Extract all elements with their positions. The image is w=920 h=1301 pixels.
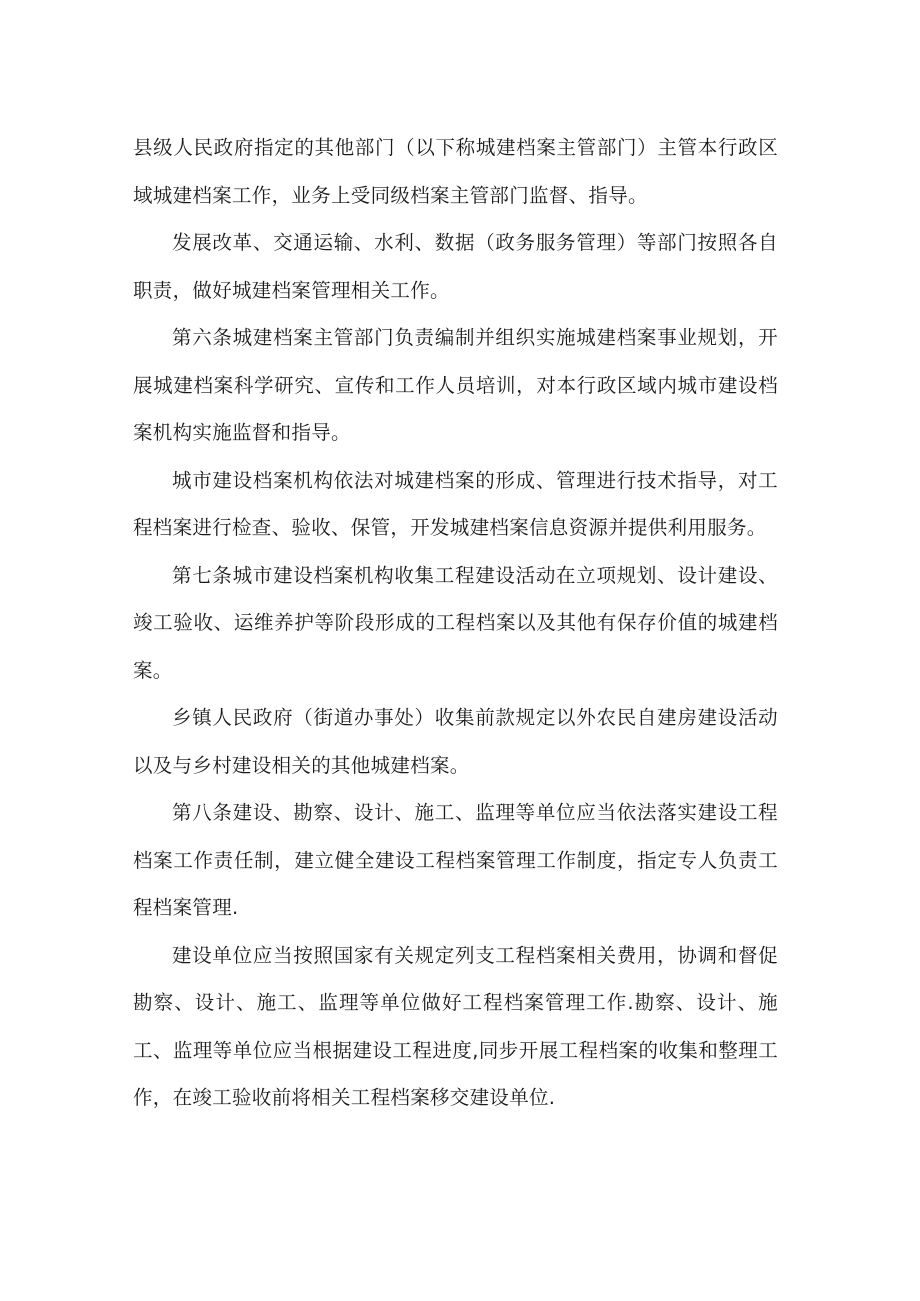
paragraph-5: 第七条城市建设档案机构收集工程建设活动在立项规划、设计建设、竣工验收、运维养护等阶段形成的工程档案以及其他有保存价值的城建档案。 xyxy=(133,563,778,682)
paragraph-8: 建设单位应当按照国家有关规定列支工程档案相关费用，协调和督促勘察、设计、施工、监理等单位做好工程档案管理工作.勘察、设计、施工、监理等单位应当根据建设工程进度,同步开展工程档案的收集和整理工作，在竣工验收前将相关工程档案移交建设单位. xyxy=(133,943,778,1109)
paragraph-7: 第八条建设、勘察、设计、施工、监理等单位应当依法落实建设工程档案工作责任制，建立健全建设工程档案管理工作制度，指定专人负责工程档案管理. xyxy=(133,801,778,919)
paragraph-2: 发展改革、交通运输、水利、数据（政务服务管理）等部门按照各自职责，做好城建档案管理相关工作。 xyxy=(133,231,778,302)
paragraph-1: 县级人民政府指定的其他部门（以下称城建档案主管部门）主管本行政区域城建档案工作，业务上受同级档案主管部门监督、指导。 xyxy=(133,136,778,207)
paragraph-4: 城市建设档案机构依法对城建档案的形成、管理进行技术指导，对工程档案进行检查、验收、保管，开发城建档案信息资源并提供利用服务。 xyxy=(133,468,778,539)
paragraph-3: 第六条城建档案主管部门负责编制并组织实施城建档案事业规划，开展城建档案科学研究、宣传和工作人员培训，对本行政区域内城市建设档案机构实施监督和指导。 xyxy=(133,326,778,444)
paragraph-6: 乡镇人民政府（街道办事处）收集前款规定以外农民自建房建设活动以及与乡村建设相关的其他城建档案。 xyxy=(133,706,778,777)
document-body xyxy=(133,124,778,1122)
